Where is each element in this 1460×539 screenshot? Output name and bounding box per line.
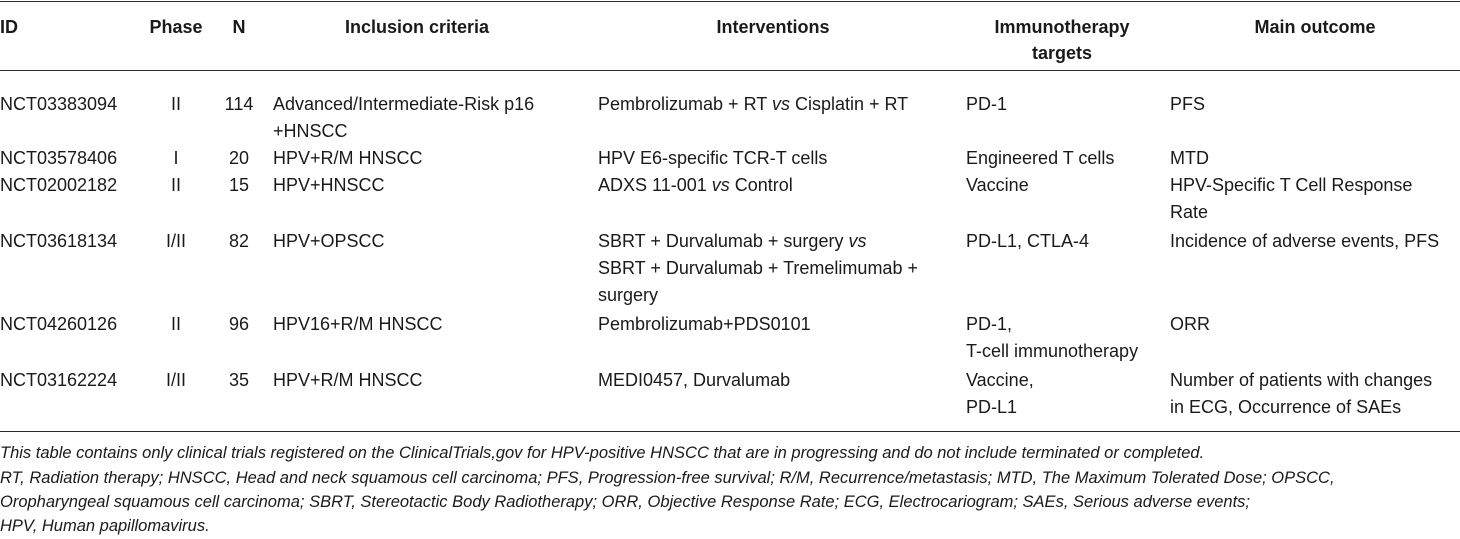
- cell-n: 82: [228, 231, 250, 251]
- cell-inclusion: HPV+R/M HNSCC: [273, 370, 423, 390]
- cell-phase: I: [173, 148, 179, 168]
- cell-targets: PD-L1, CTLA-4: [966, 231, 1090, 251]
- cell-targets: Engineered T cells: [966, 148, 1115, 168]
- cell-outcome: PFS: [1170, 94, 1206, 114]
- cell-interventions: SBRT + Durvalumab + Tremelimumab +: [598, 258, 918, 278]
- header-interventions: Interventions: [716, 17, 830, 37]
- cell-id: NCT03618134: [0, 231, 118, 251]
- cell-phase: II: [170, 314, 181, 334]
- cell-targets: PD-L1: [966, 397, 1018, 417]
- cell-interventions: ADXS 11-001 vs Control: [598, 175, 793, 195]
- cell-id: NCT03162224: [0, 370, 118, 390]
- cell-id: NCT02002182: [0, 175, 118, 195]
- cell-outcome: in ECG, Occurrence of SAEs: [1170, 397, 1402, 417]
- cell-id: NCT03383094: [0, 94, 118, 114]
- header-rule: [0, 70, 1460, 71]
- cell-n: 96: [228, 314, 250, 334]
- cell-targets: PD-1,: [966, 314, 1013, 334]
- cell-inclusion: +HNSCC: [273, 121, 348, 141]
- header-inclusion: Inclusion criteria: [344, 17, 490, 37]
- cell-inclusion: Advanced/Intermediate-Risk p16: [273, 94, 535, 114]
- cell-interventions: Pembrolizumab + RT vs Cisplatin + RT: [598, 94, 909, 114]
- cell-interventions: SBRT + Durvalumab + surgery vs: [598, 231, 867, 251]
- table-bottom-rule: [0, 431, 1460, 432]
- cell-n: 15: [228, 175, 250, 195]
- header-outcome: Main outcome: [1254, 17, 1376, 37]
- cell-inclusion: HPV16+R/M HNSCC: [273, 314, 443, 334]
- cell-targets: PD-1: [966, 94, 1008, 114]
- cell-n: 35: [228, 370, 250, 390]
- cell-outcome: HPV-Specific T Cell Response: [1170, 175, 1413, 195]
- footnote-line: This table contains only clinical trials registered on the ClinicalTrials,gov for HPV-positive HNSCC that are in progressing and do not include terminated or completed.: [0, 444, 1205, 462]
- cell-interventions: HPV E6-specific TCR-T cells: [598, 148, 828, 168]
- cell-outcome: MTD: [1170, 148, 1209, 168]
- cell-outcome: Rate: [1170, 202, 1209, 222]
- footnote-line: HPV, Human papillomavirus.: [0, 517, 210, 535]
- cell-inclusion: HPV+R/M HNSCC: [273, 148, 423, 168]
- cell-interventions: MEDI0457, Durvalumab: [598, 370, 791, 390]
- cell-inclusion: HPV+HNSCC: [273, 175, 385, 195]
- footnote-line: RT, Radiation therapy; HNSCC, Head and neck squamous cell carcinoma; PFS, Progression-free survival; R/M, Recurrence/metastasis; MTD, The Maximum Tolerated Dose; OPSCC,: [0, 469, 1335, 487]
- cell-outcome: Incidence of adverse events, PFS: [1170, 231, 1440, 251]
- cell-outcome: Number of patients with changes: [1170, 370, 1433, 390]
- cell-id: NCT03578406: [0, 148, 118, 168]
- cell-phase: I/II: [165, 370, 186, 390]
- cell-outcome: ORR: [1170, 314, 1210, 334]
- cell-targets: Vaccine,: [966, 370, 1034, 390]
- cell-n: 20: [228, 148, 250, 168]
- cell-targets: Vaccine: [966, 175, 1029, 195]
- cell-phase: I/II: [165, 231, 186, 251]
- cell-phase: II: [170, 175, 181, 195]
- cell-phase: II: [170, 94, 181, 114]
- table-top-rule: [0, 1, 1460, 2]
- cell-targets: T-cell immunotherapy: [966, 341, 1139, 361]
- cell-interventions: Pembrolizumab+PDS0101: [598, 314, 811, 334]
- cell-id: NCT04260126: [0, 314, 118, 334]
- header-targets-line1: Immunotherapy: [994, 17, 1130, 37]
- header-targets-line2: targets: [1031, 43, 1093, 63]
- header-n: N: [232, 17, 246, 37]
- cell-interventions: surgery: [598, 285, 659, 305]
- header-id: ID: [0, 17, 18, 37]
- footnote-line: Oropharyngeal squamous cell carcinoma; SBRT, Stereotactic Body Radiotherapy; ORR, Objective Response Rate; ECG, Electrocariogram; SAEs, Serious adverse events;: [0, 493, 1250, 511]
- cell-n: 114: [224, 94, 254, 114]
- header-phase: Phase: [149, 17, 203, 37]
- cell-inclusion: HPV+OPSCC: [273, 231, 385, 251]
